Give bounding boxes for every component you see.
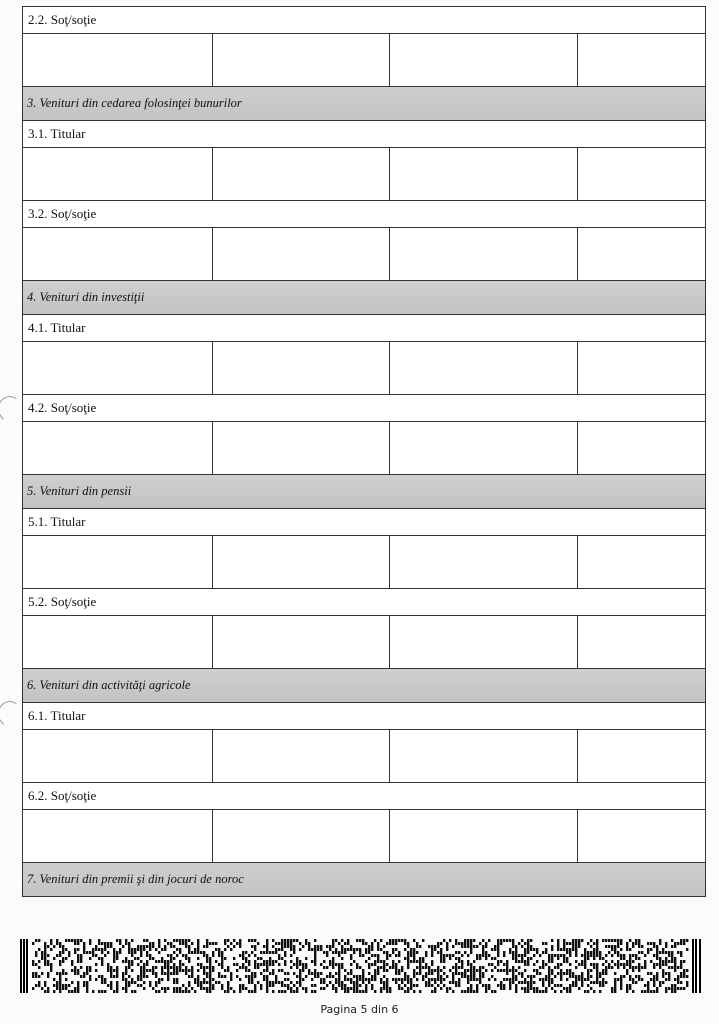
entry-cell[interactable] [213,810,390,862]
entry-row [22,730,706,783]
entry-cell[interactable] [578,342,705,394]
entry-row [22,422,706,475]
section-header: 7. Venituri din premii şi din jocuri de noroc [22,863,706,897]
barcode-guard-bar [692,939,694,993]
entry-cell[interactable] [213,536,390,588]
entry-cell[interactable] [23,616,213,668]
entry-row [22,228,706,281]
page-number: Pagina 5 din 6 [320,1003,399,1016]
subsection-label: 3.2. Soţ/soţie [22,201,706,228]
entry-cell[interactable] [23,148,213,200]
entry-cell[interactable] [23,730,213,782]
entry-cell[interactable] [390,536,578,588]
entry-cell[interactable] [390,148,578,200]
punch-hole-mark [0,699,24,729]
entry-cell[interactable] [213,616,390,668]
section-header: 4. Venituri din investiţii [22,281,706,315]
income-declaration-table [22,6,706,897]
entry-cell[interactable] [213,34,390,86]
entry-cell[interactable] [213,228,390,280]
entry-cell[interactable] [390,616,578,668]
subsection-label: 3.1. Titular [22,121,706,148]
section-header: 6. Venituri din activităţi agricole [22,669,706,703]
entry-cell[interactable] [23,536,213,588]
entry-cell[interactable] [213,422,390,474]
entry-row [22,342,706,395]
entry-cell[interactable] [213,148,390,200]
entry-cell[interactable] [390,422,578,474]
barcode-guard-bar [23,939,25,993]
entry-cell[interactable] [23,342,213,394]
entry-cell[interactable] [23,228,213,280]
subsection-label: 6.2. Soţ/soţie [22,783,706,810]
entry-row [22,810,706,863]
subsection-label: 5.2. Soţ/soţie [22,589,706,616]
entry-cell[interactable] [578,228,705,280]
entry-cell[interactable] [578,148,705,200]
subsection-label: 4.2. Soţ/soţie [22,395,706,422]
entry-row [22,34,706,87]
barcode-guard-bar [26,939,28,993]
barcode-guard-bar [695,939,697,993]
entry-row [22,616,706,669]
entry-cell[interactable] [213,342,390,394]
entry-cell[interactable] [578,34,705,86]
entry-row [22,536,706,589]
entry-cell[interactable] [23,810,213,862]
barcode-guard-bar [699,939,701,993]
section-header: 5. Venituri din pensii [22,475,706,509]
subsection-label: 5.1. Titular [22,509,706,536]
punch-hole-mark [0,394,24,424]
barcode [20,939,702,993]
section-header: 3. Venituri din cedarea folosinţei bunurilor [22,87,706,121]
entry-cell[interactable] [578,422,705,474]
entry-cell[interactable] [578,616,705,668]
entry-cell[interactable] [213,730,390,782]
entry-cell[interactable] [390,34,578,86]
entry-row [22,148,706,201]
subsection-label: 6.1. Titular [22,703,706,730]
entry-cell[interactable] [578,536,705,588]
barcode-guard-bar [20,939,22,993]
entry-cell[interactable] [578,810,705,862]
entry-cell[interactable] [578,730,705,782]
entry-cell[interactable] [390,228,578,280]
entry-cell[interactable] [390,730,578,782]
entry-cell[interactable] [23,34,213,86]
entry-cell[interactable] [390,810,578,862]
entry-cell[interactable] [23,422,213,474]
subsection-label: 2.2. Soţ/soţie [22,7,706,34]
entry-cell[interactable] [390,342,578,394]
subsection-label: 4.1. Titular [22,315,706,342]
